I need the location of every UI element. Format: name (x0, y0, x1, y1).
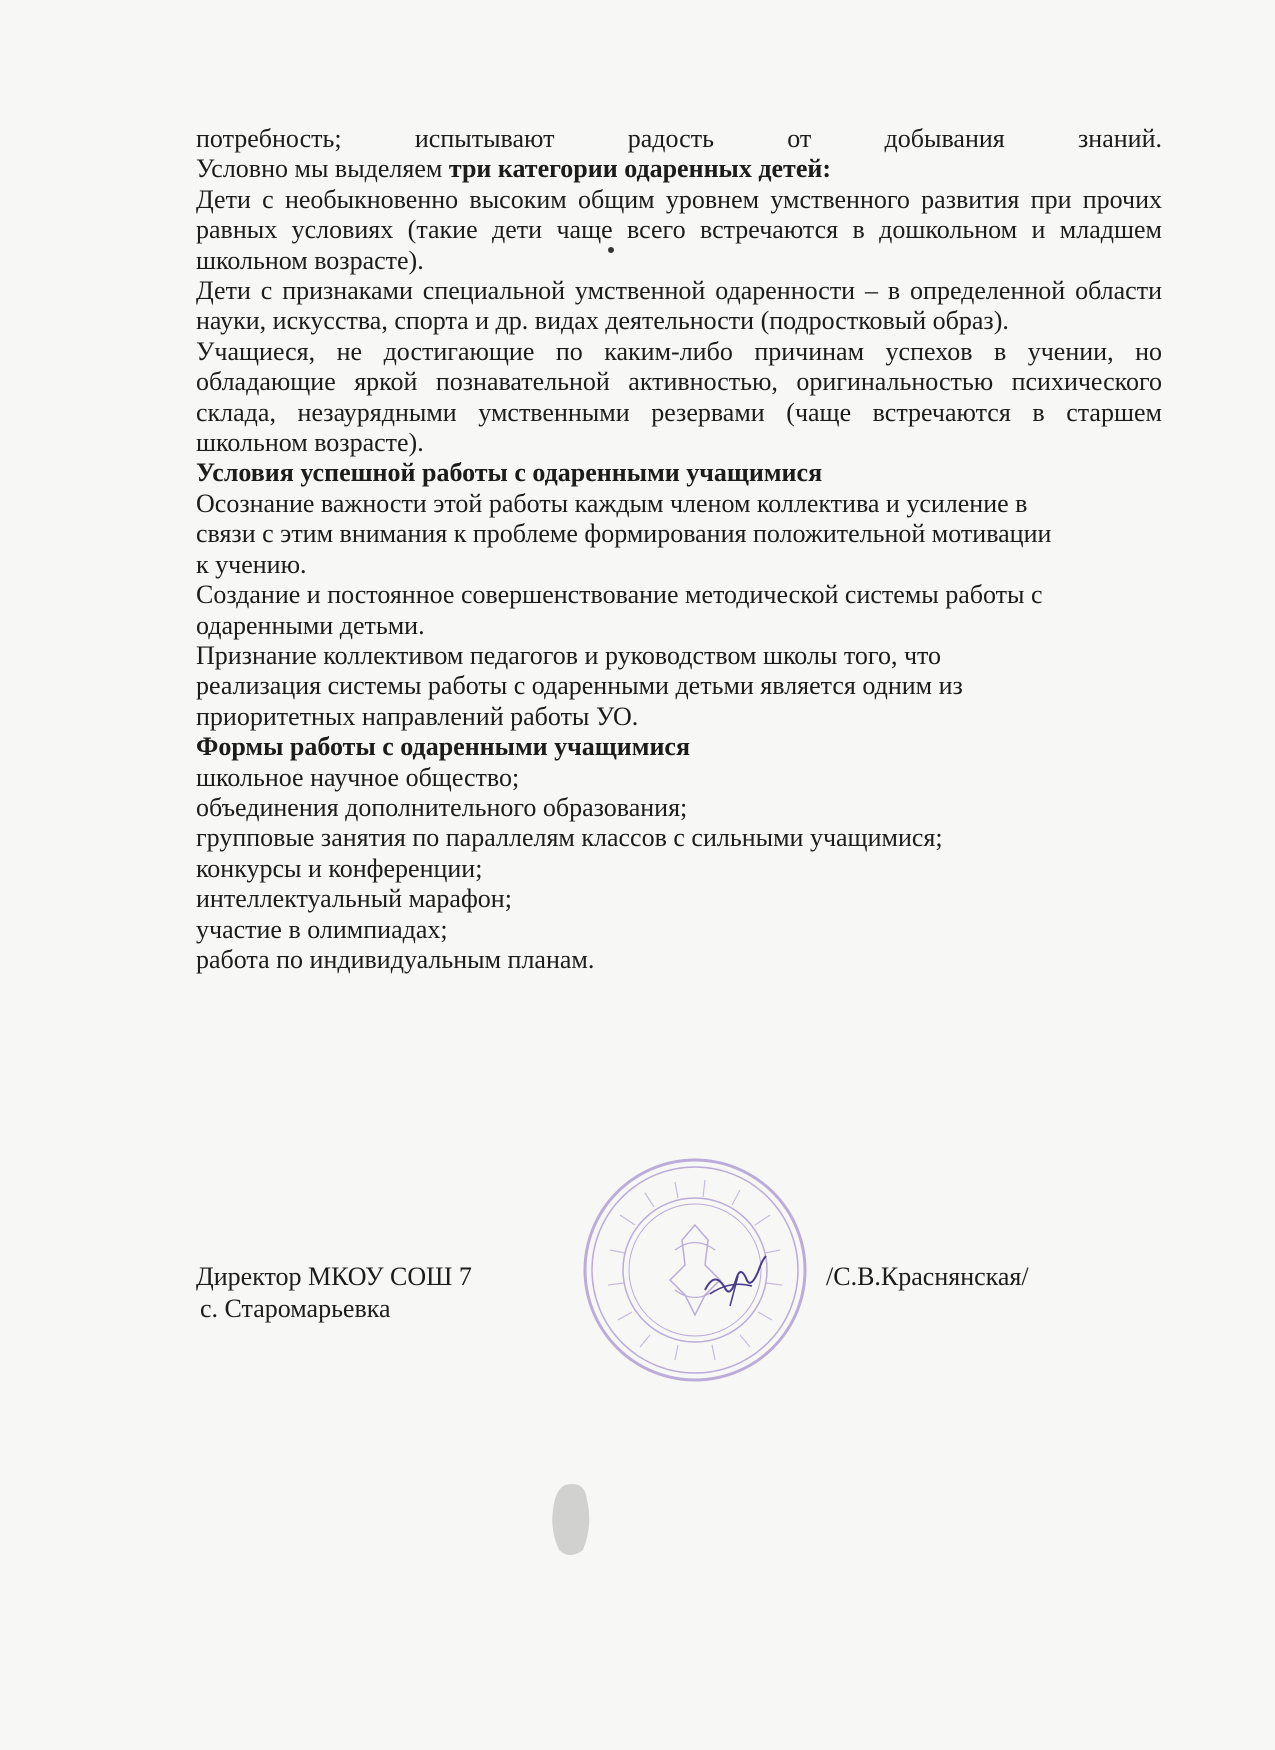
paragraph-line: потребность; испытывают радость от добывания знаний. (196, 124, 1162, 153)
categories-intro (196, 154, 1162, 184)
category-item-1: Дети с необыкновенно высоким общим уровнем умственного развития при прочих равных условиях (такие дети чаще всего встречаются в дошкольном и младшем школьном возрасте). (196, 184, 1162, 275)
document-body (196, 124, 1162, 975)
condition-2-line: Создание и постоянное совершенствование методической системы работы с (196, 580, 1043, 610)
category-item-2: Дети с признаками специальной умственной одаренности – в определенной области науки, искусства, спорта и др. видах деятельности (подростковый образ). (196, 276, 1162, 336)
official-stamp (580, 1155, 810, 1385)
forms-list-item: групповые занятия по параллелям классов с сильными учащимися; (196, 823, 943, 853)
category-item-3: Учащиеся, не достигающие по каким-либо причинам успехов в учении, но обладающие яркой познавательной активностью, оригинальностью психического склада, незаурядными умственными резервами (чаще встречаются в старшем школьном возрасте). (196, 336, 1162, 458)
condition-2-line: одаренными детьми. (196, 610, 425, 640)
signatory-title: Директор МКОУ СОШ 7 (196, 1262, 472, 1291)
forms-list-item: интеллектуальный марафон; (196, 884, 512, 914)
handwritten-signature (700, 1250, 770, 1310)
ink-dot (608, 247, 614, 253)
forms-list-item: конкурсы и конференции; (196, 853, 483, 883)
forms-list-item: участие в олимпиадах; (196, 914, 448, 944)
condition-3-line: Признание коллективом педагогов и руководством школы того, что (196, 640, 942, 670)
condition-1-line: Осознание важности этой работы каждым членом коллектива и усиление в (196, 488, 1028, 518)
forms-heading: Формы работы с одаренными учащимися (196, 732, 691, 762)
condition-1-line: к учению. (196, 549, 307, 579)
forms-list-item: объединения дополнительного образования; (196, 792, 688, 822)
conditions-heading: Условия успешной работы с одаренными учащимися (196, 458, 823, 488)
scan-smudge (545, 1480, 595, 1560)
forms-list-item: школьное научное общество; (196, 762, 520, 792)
condition-1-line: связи с этим внимания к проблеме формирования положительной мотивации (196, 519, 1052, 549)
signatory-place: с. Старомарьевка (200, 1294, 391, 1323)
signatory-name: /С.В.Краснянская/ (826, 1262, 1029, 1291)
condition-3-line: реализация системы работы с одаренными детьми является одним из (196, 671, 963, 701)
categories-intro-text: Условно мы выделяем (196, 154, 449, 184)
categories-intro-bold: три категории одаренных детей: (448, 154, 832, 184)
condition-3-line: приоритетных направлений работы УО. (196, 701, 639, 731)
forms-list-item: работа по индивидуальным планам. (196, 944, 595, 974)
